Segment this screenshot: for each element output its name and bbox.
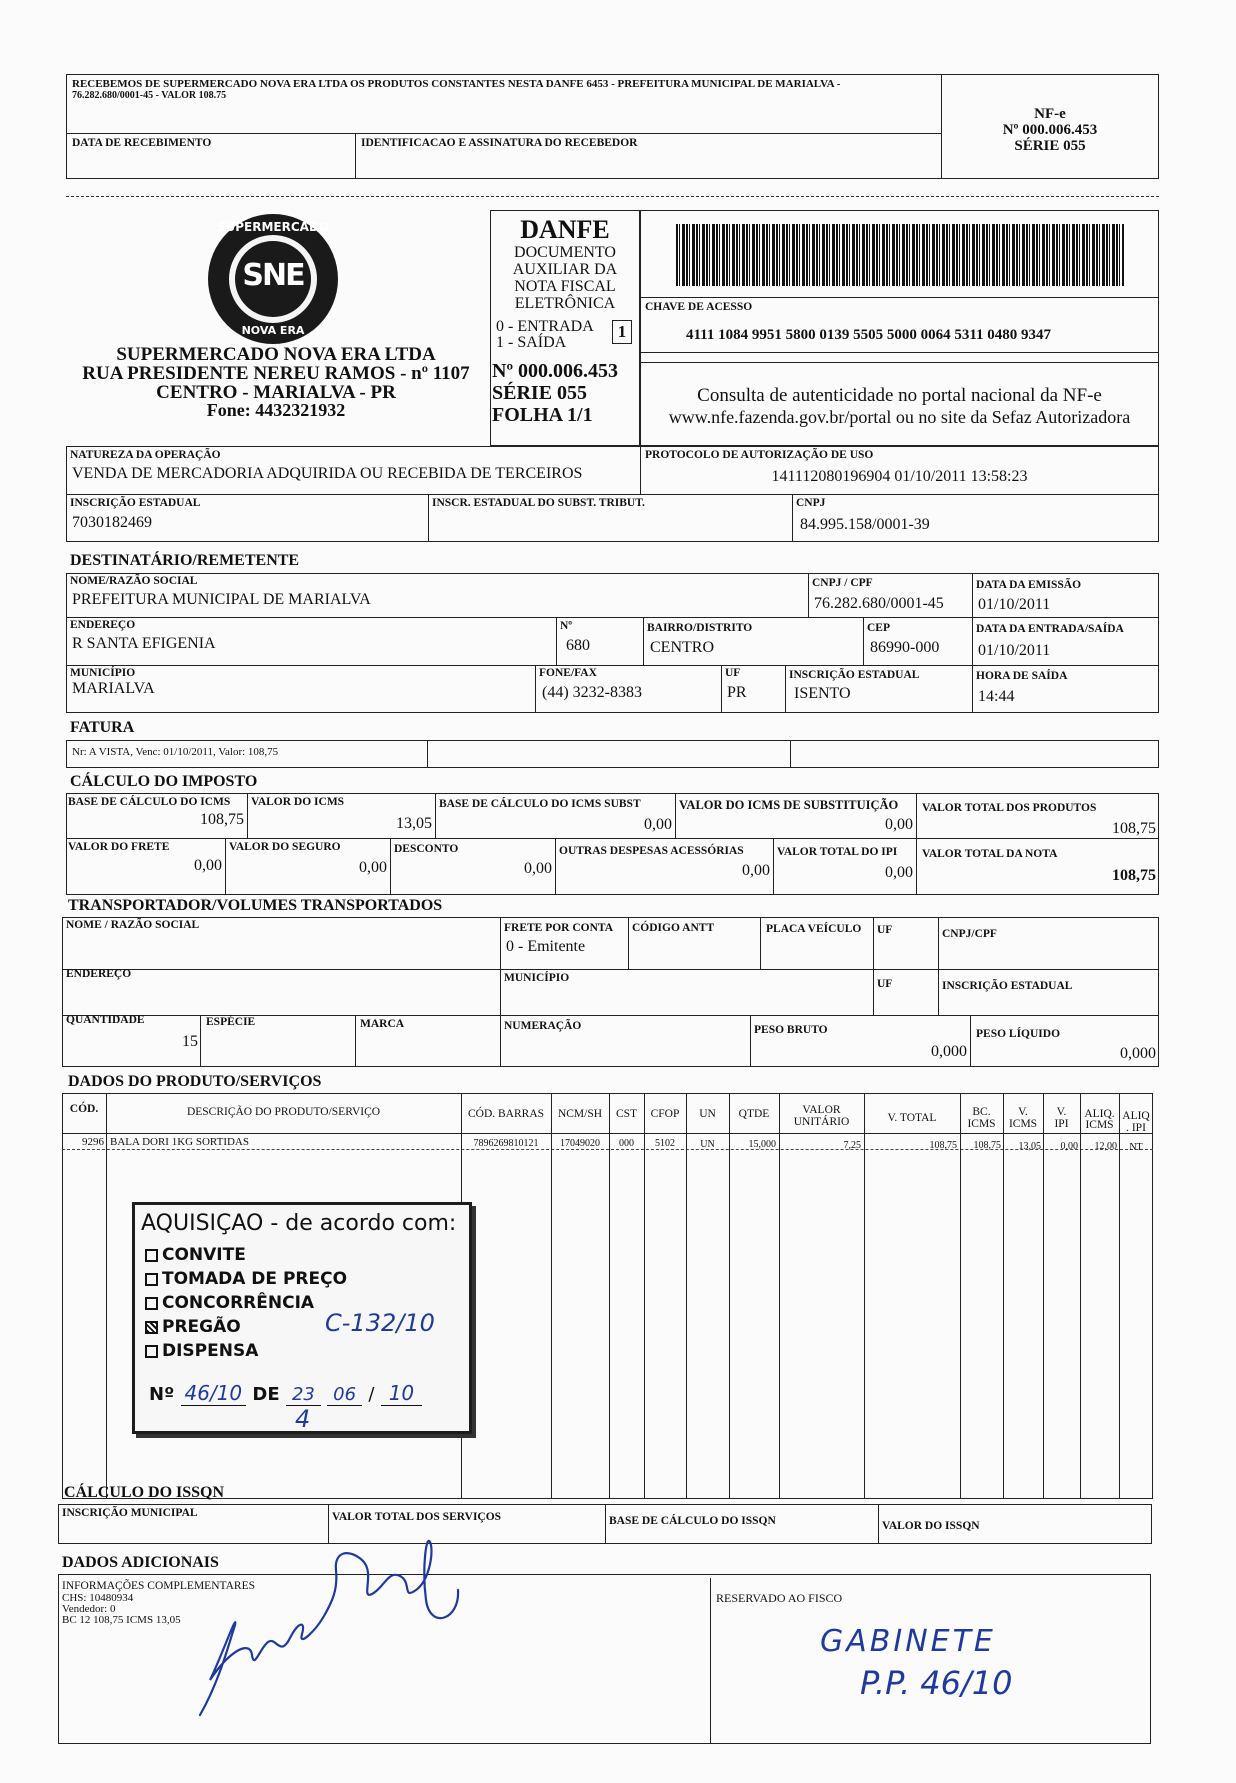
th-aliq-icms-2: ICMS (1085, 1119, 1114, 1131)
dest-uf-value: PR (727, 684, 747, 701)
total-nota-label: VALOR TOTAL DA NOTA (922, 848, 1058, 860)
consulta-line1: Consulta de autenticidade no portal nacional da NF-e (697, 385, 1102, 406)
dest-endereco-value: R SANTA EFIGENIA (72, 635, 216, 652)
item-cst: 000 (619, 1138, 634, 1149)
bc-icms-value: 108,75 (200, 811, 244, 828)
aquisicao-stamp (132, 1202, 472, 1434)
transp-municipio-label: MUNICÍPIO (504, 972, 570, 984)
transp-uf-label: UF (877, 924, 893, 936)
stamp-option-dispensa: DISPENSA (145, 1341, 258, 1361)
danfe-saida: 1 - SAÍDA (496, 334, 567, 351)
seguro-value: 0,00 (359, 859, 387, 876)
th-vicms-2: ICMS (1008, 1118, 1038, 1130)
dest-entrada-saida-label: DATA DA ENTRADA/SAÍDA (976, 623, 1124, 635)
checkbox-empty-icon (145, 1273, 158, 1286)
th-vunit-2: UNITÁRIO (793, 1116, 850, 1128)
th-aliq-ipi-2: . IPI (1126, 1122, 1146, 1134)
th-ncm: NCM/SH (557, 1108, 603, 1120)
dest-hora-label: HORA DE SAÍDA (976, 670, 1068, 682)
info-label: INFORMAÇÕES COMPLEMENTARES (62, 1580, 256, 1592)
dest-bairro-value: CENTRO (650, 639, 714, 656)
dest-numero-label: Nº (560, 620, 573, 632)
info-line2: Vendedor: 0 (62, 1603, 116, 1615)
transp-especie-label: ESPÉCIE (206, 1016, 256, 1028)
bc-subst-value: 0,00 (644, 816, 672, 833)
total-prod-label: VALOR TOTAL DOS PRODUTOS (922, 802, 1097, 814)
nfe-serie: SÉRIE 055 (1014, 138, 1086, 154)
transp-qtd-label: QUANTIDADE (66, 1014, 145, 1026)
emitter-city: CENTRO - MARIALVA - PR (156, 382, 396, 403)
danfe-tipo-box: 1 (612, 320, 632, 344)
ipi-value: 0,00 (885, 864, 913, 881)
receipt-text-line1: RECEBEMOS DE SUPERMERCADO NOVA ERA LTDA OS PRODUTOS CONSTANTES NESTA DANFE 6453 - PREFEITURA MUNICIPAL DE MARIALVA - (72, 78, 841, 90)
th-vipi-1: V. (1056, 1106, 1067, 1118)
nfe-label: NF-e (1034, 106, 1066, 122)
natureza-label: NATUREZA DA OPERAÇÃO (70, 449, 221, 461)
chave-label: CHAVE DE ACESSO (645, 301, 753, 313)
dest-cep-value: 86990-000 (870, 639, 940, 656)
transp-cnpj-label: CNPJ/CPF (942, 928, 997, 940)
th-aliq-icms-1: ALIQ. (1084, 1108, 1115, 1120)
dest-emissao-value: 01/10/2011 (978, 596, 1051, 613)
logo-text-bottom: NOVA ERA (241, 324, 305, 337)
icms-label: VALOR DO ICMS (251, 796, 345, 808)
transp-placa-label: PLACA VEÍCULO (766, 923, 862, 935)
emitter-logo (208, 214, 338, 344)
fisco-hand-line1: GABINETE (820, 1624, 996, 1659)
info-line1: CHS: 10480934 (62, 1592, 134, 1604)
stamp-month-hand: 06 (327, 1384, 362, 1406)
th-aliq-ipi-1: ALIQ (1122, 1110, 1150, 1122)
stamp-pregao-hand: C-132/10 (325, 1309, 435, 1337)
icms-value: 13,05 (396, 815, 432, 832)
produtos-section: DADOS DO PRODUTO/SERVIÇOS (68, 1073, 322, 1090)
transp-ie-label: INSCRIÇÃO ESTADUAL (942, 980, 1073, 992)
emitter-address: RUA PRESIDENTE NEREU RAMOS - nº 1107 (82, 363, 470, 384)
th-qtde: QTDE (738, 1108, 770, 1120)
th-cod: CÓD. (69, 1103, 99, 1115)
bc-icms-label: BASE DE CÁLCULO DO ICMS (68, 796, 231, 808)
item-bc: 108,75 (973, 1140, 1001, 1151)
frete-label: VALOR DO FRETE (68, 841, 170, 853)
th-cfop: CFOP (650, 1108, 680, 1120)
consulta-line2: www.nfe.fazenda.gov.br/portal ou no site da Sefaz Autorizadora (668, 407, 1131, 427)
dest-cnpj-value: 76.282.680/0001-45 (814, 595, 944, 612)
icms-subst-value: 0,00 (885, 816, 913, 833)
transp-uf2-label: UF (877, 978, 893, 990)
outras-value: 0,00 (742, 862, 770, 879)
checkbox-empty-icon (145, 1249, 158, 1262)
checkbox-checked-icon (145, 1321, 158, 1334)
stamp-year-hand: 10 (381, 1381, 422, 1406)
identificacao-label: IDENTIFICACAO E ASSINATURA DO RECEBEDOR (361, 137, 638, 149)
outras-label: OUTRAS DESPESAS ACESSÓRIAS (559, 845, 744, 857)
fatura-value: Nr: A VISTA, Venc: 01/10/2011, Valor: 108,75 (72, 746, 279, 758)
th-vtotal: V. TOTAL (887, 1112, 937, 1124)
nfe-number: Nº 000.006.453 (1002, 122, 1098, 138)
dest-nome-value: PREFEITURA MUNICIPAL DE MARIALVA (72, 591, 371, 608)
seguro-label: VALOR DO SEGURO (229, 841, 341, 853)
fisco-label: RESERVADO AO FISCO (716, 1591, 843, 1605)
dest-entrada-saida-value: 01/10/2011 (978, 642, 1051, 659)
th-desc: DESCRIÇÃO DO PRODUTO/SERVIÇO (186, 1106, 381, 1118)
dest-ie-label: INSCRIÇÃO ESTADUAL (789, 669, 920, 681)
dest-nome-label: NOME/RAZÃO SOCIAL (70, 575, 198, 587)
transp-endereco-label: ENDEREÇO (66, 968, 132, 980)
item-vicms: 13,05 (1018, 1141, 1041, 1152)
item-aliq-icms: 12,00 (1094, 1141, 1117, 1152)
transp-numeracao-label: NUMERAÇÃO (504, 1020, 582, 1032)
imposto-section: CÁLCULO DO IMPOSTO (70, 773, 258, 790)
fatura-section: FATURA (70, 719, 135, 736)
th-bc-1: BC. (972, 1106, 991, 1118)
stamp-option-tomada: TOMADA DE PREÇO (145, 1269, 347, 1289)
ie-subst-label: INSCR. ESTADUAL DO SUBST. TRIBUT. (432, 497, 645, 509)
item-ncm: 17049020 (560, 1138, 600, 1149)
dest-fone-label: FONE/FAX (539, 667, 597, 679)
transp-peso-liquido-label: PESO LÍQUIDO (976, 1028, 1061, 1040)
item-un: UN (700, 1139, 715, 1150)
item-barras: 7896269810121 (473, 1138, 539, 1149)
ie-label: INSCRIÇÃO ESTADUAL (70, 497, 201, 509)
ipi-label: VALOR TOTAL DO IPI (777, 846, 898, 858)
danfe-folha: FOLHA 1/1 (492, 404, 593, 426)
danfe-line4: ELETRÔNICA (514, 295, 616, 312)
dest-municipio-label: MUNICÍPIO (70, 667, 136, 679)
danfe-title: DANFE (520, 215, 610, 244)
th-un: UN (699, 1108, 716, 1120)
stamp-option-concorrencia: CONCORRÊNCIA (145, 1293, 314, 1313)
item-desc: BALA DORI 1KG SORTIDAS (110, 1136, 249, 1148)
transp-peso-bruto-label: PESO BRUTO (754, 1024, 828, 1036)
transp-marca-label: MARCA (360, 1018, 405, 1030)
dest-cnpj-label: CNPJ / CPF (812, 577, 873, 589)
dest-ie-value: ISENTO (794, 685, 851, 702)
icms-subst-label: VALOR DO ICMS DE SUBSTITUIÇÃO (679, 798, 899, 812)
dest-numero-value: 680 (566, 637, 590, 654)
receipt-text-line2: 76.282.680/0001-45 - VALOR 108.75 (72, 90, 227, 101)
data-recebimento-label: DATA DE RECEBIMENTO (72, 137, 212, 149)
item-aliq-ipi: NT (1129, 1142, 1143, 1153)
destinatario-section: DESTINATÁRIO/REMETENTE (70, 552, 300, 569)
item-vunit: 7,25 (843, 1140, 861, 1151)
fisco-hand-line2: P.P. 46/10 (860, 1664, 1013, 1702)
item-qtde: 15,000 (748, 1139, 776, 1150)
stamp-under-hand: 4 (295, 1405, 311, 1433)
issqn-valor-label: VALOR DO ISSQN (882, 1520, 980, 1532)
stamp-option-convite: CONVITE (145, 1245, 246, 1265)
danfe-line1: DOCUMENTO (514, 244, 616, 261)
dest-fone-value: (44) 3232-8383 (542, 684, 642, 701)
frete-value: 0,00 (194, 857, 222, 874)
transp-peso-liquido-value: 0,000 (1120, 1045, 1156, 1062)
dest-cep-label: CEP (867, 622, 890, 634)
stamp-option-pregao: PREGÃO (145, 1317, 241, 1337)
checkbox-empty-icon (145, 1345, 158, 1358)
issqn-total-label: VALOR TOTAL DOS SERVIÇOS (332, 1511, 502, 1523)
th-barras: CÓD. BARRAS (467, 1108, 545, 1120)
stamp-day-hand: 23 (286, 1384, 321, 1406)
item-vtotal: 108,75 (929, 1140, 957, 1151)
natureza-value: VENDA DE MERCADORIA ADQUIRIDA OU RECEBIDA DE TERCEIROS (72, 465, 583, 482)
th-vicms-1: V. (1018, 1106, 1028, 1118)
ie-value: 7030182469 (72, 514, 152, 531)
dest-bairro-label: BAIRRO/DISTRITO (647, 622, 753, 634)
bc-subst-label: BASE DE CÁLCULO DO ICMS SUBST (439, 798, 641, 810)
dest-hora-value: 14:44 (978, 688, 1015, 705)
emitter-name: SUPERMERCADO NOVA ERA LTDA (116, 344, 436, 365)
danfe-line2: AUXILIAR DA (512, 261, 618, 278)
th-vipi-2: IPI (1054, 1118, 1069, 1130)
transp-frete-label: FRETE POR CONTA (504, 922, 614, 934)
stamp-numero-row: Nº 46/10 DE 23 06 / 10 (149, 1381, 422, 1405)
danfe-entrada: 0 - ENTRADA (496, 318, 594, 335)
th-cst: CST (615, 1108, 638, 1120)
item-cod: 9296 (82, 1136, 104, 1148)
item-cfop: 5102 (655, 1138, 675, 1149)
stamp-title: AQUISIÇAO - de acordo com: (141, 1211, 457, 1236)
total-prod-value: 108,75 (1112, 820, 1156, 837)
transp-nome-label: NOME / RAZÃO SOCIAL (66, 919, 200, 931)
dest-emissao-label: DATA DA EMISSÃO (976, 579, 1082, 591)
issqn-bc-label: BASE DE CÁLCULO DO ISSQN (609, 1515, 776, 1527)
signature-drawing (190, 1530, 480, 1730)
transp-frete-value: 0 - Emitente (506, 938, 586, 955)
logo-initials: SNE (242, 258, 304, 293)
logo-text-top: SUPERMERCADO (216, 220, 330, 234)
item-vipi: 0,00 (1060, 1141, 1078, 1152)
issqn-section: CÁLCULO DO ISSQN (64, 1484, 225, 1501)
th-vunit-1: VALOR (802, 1104, 841, 1116)
stamp-numero-hand: 46/10 (181, 1381, 247, 1406)
dest-uf-label: UF (725, 667, 741, 679)
barcode (676, 224, 1124, 286)
desconto-label: DESCONTO (394, 843, 459, 855)
danfe-serie: SÉRIE 055 (492, 382, 588, 404)
dest-municipio-value: MARIALVA (72, 680, 155, 697)
transp-antt-label: CÓDIGO ANTT (632, 922, 715, 934)
checkbox-empty-icon (145, 1297, 158, 1310)
cut-line (66, 196, 1159, 197)
emit-cnpj-label: CNPJ (796, 497, 826, 509)
danfe-line3: NOTA FISCAL (514, 278, 616, 295)
emit-cnpj-value: 84.995.158/0001-39 (800, 516, 930, 533)
desconto-value: 0,00 (524, 860, 552, 877)
dest-endereco-label: ENDEREÇO (70, 619, 136, 631)
issqn-im-label: INSCRIÇÃO MUNICIPAL (62, 1507, 198, 1519)
adicionais-section: DADOS ADICIONAIS (62, 1554, 219, 1571)
transp-peso-bruto-value: 0,000 (931, 1043, 967, 1060)
total-nota-value: 108,75 (1112, 867, 1156, 884)
protocolo-value: 141112080196904 01/10/2011 13:58:23 (771, 468, 1028, 485)
emitter-phone: Fone: 4432321932 (206, 400, 346, 420)
transp-qtd-value: 15 (182, 1033, 198, 1050)
info-line3: BC 12 108,75 ICMS 13,05 (62, 1614, 181, 1626)
chave-value: 4111 1084 9951 5800 0139 5505 5000 0064 5311 0480 9347 (686, 327, 1052, 343)
th-bc-2: ICMS (967, 1118, 996, 1130)
danfe-number: Nº 000.006.453 (492, 360, 619, 382)
transportador-section: TRANSPORTADOR/VOLUMES TRANSPORTADOS (68, 897, 443, 914)
protocolo-label: PROTOCOLO DE AUTORIZAÇÃO DE USO (645, 449, 874, 461)
